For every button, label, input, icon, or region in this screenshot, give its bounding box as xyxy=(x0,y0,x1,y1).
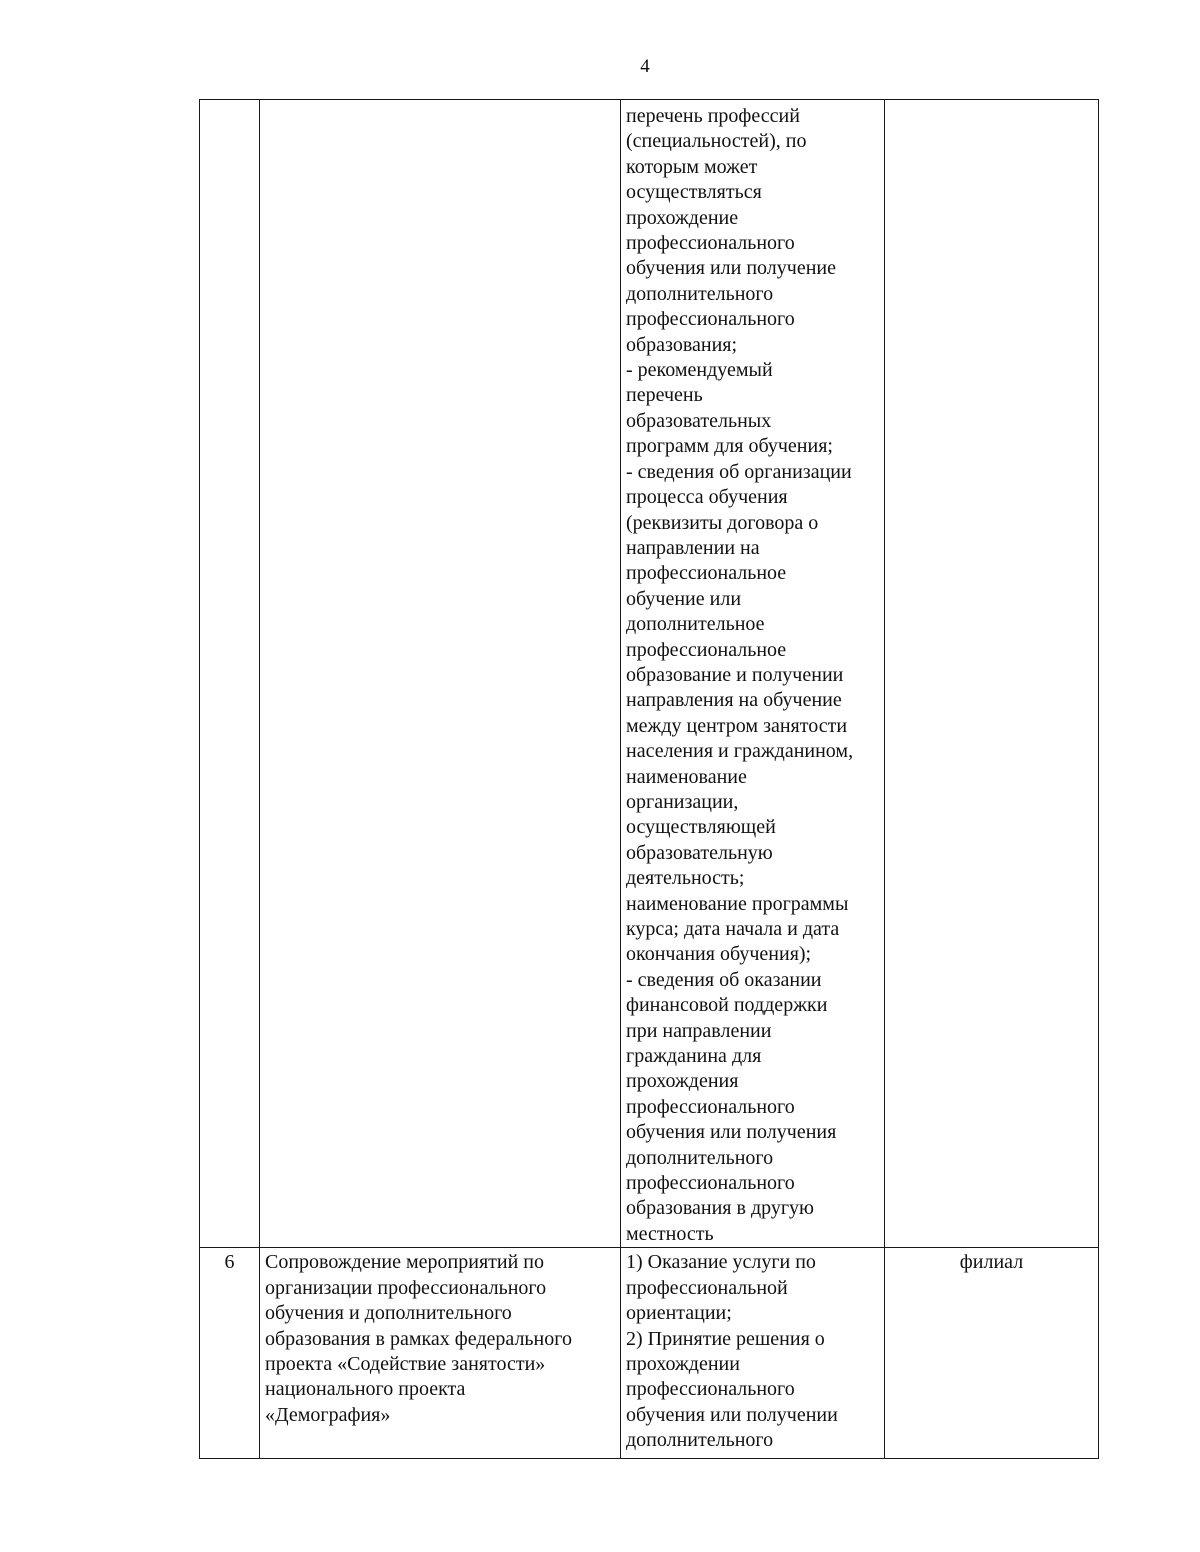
text-line: обучения и дополнительного xyxy=(265,1302,512,1325)
text-line: осуществляться xyxy=(626,181,762,204)
text-line: курса; дата начала и дата xyxy=(626,918,840,940)
text-line: национального проекта xyxy=(265,1378,466,1401)
text-line: обучения или получение xyxy=(626,257,836,280)
text-line: - рекомендуемый xyxy=(626,359,773,382)
text-line: направления на обучение xyxy=(626,689,842,712)
text-line: образования в другую xyxy=(626,1197,814,1220)
text-line: «Демография» xyxy=(265,1403,391,1426)
text-line: гражданина для xyxy=(626,1045,762,1068)
measure-name-cell xyxy=(260,1248,621,1459)
text-line: осуществляющей xyxy=(626,816,776,839)
table-row-continuation xyxy=(200,100,1099,1248)
text-line: организации, xyxy=(626,790,739,813)
text-line: обучение или xyxy=(626,587,742,610)
text-line: перечень xyxy=(626,384,703,407)
text-line: дополнительного xyxy=(626,1146,774,1169)
text-line: финансовой поддержки xyxy=(626,994,828,1017)
document-table xyxy=(199,99,1099,1459)
text-line: между центром занятости xyxy=(626,714,848,737)
text-line: дополнительного xyxy=(626,282,774,305)
text-line: профессионального xyxy=(626,232,795,255)
text-line: профессионального xyxy=(626,1095,795,1118)
text-line: ориентации; xyxy=(626,1302,732,1325)
text-line: которым может xyxy=(626,155,758,178)
row-number-cell: 6 xyxy=(200,1248,260,1459)
text-line: дополнительного xyxy=(626,1429,774,1452)
text-line: образования; xyxy=(626,333,738,356)
text-line: населения и гражданином, xyxy=(626,740,854,763)
text-line: профессиональной xyxy=(626,1276,788,1299)
text-line: перечень профессий xyxy=(626,105,800,127)
row-number-cell xyxy=(200,100,260,1248)
page-number: 4 xyxy=(640,56,650,77)
text-line: наименование программы xyxy=(626,892,849,915)
content-cell xyxy=(621,100,885,1248)
text-line: профессиональное xyxy=(626,562,787,585)
text-line: проекта «Содействие занятости» xyxy=(265,1352,546,1375)
text-line: профессионального xyxy=(626,1172,795,1195)
text-line: организации профессионального xyxy=(265,1276,547,1299)
text-line: дополнительное xyxy=(626,613,765,636)
text-line: прохождении xyxy=(626,1352,740,1375)
text-line: прохождения xyxy=(626,1070,739,1093)
text-line: образования в рамках федерального xyxy=(265,1327,572,1350)
text-line: процесса обучения xyxy=(626,486,788,509)
text-line: (реквизиты договора о xyxy=(626,511,819,534)
text-line: профессионального xyxy=(626,308,795,331)
measure-name-cell xyxy=(260,100,621,1248)
text-line: местность xyxy=(626,1222,714,1245)
text-line: программ для обучения; xyxy=(626,435,833,458)
text-line: 1) Оказание услуги по xyxy=(626,1251,816,1274)
text-line: окончания обучения); xyxy=(626,943,812,966)
responsible-cell xyxy=(885,100,1099,1248)
text-line: (специальностей), по xyxy=(626,130,807,153)
responsible-cell: филиал xyxy=(885,1248,1099,1459)
text-line: образовательных xyxy=(626,409,772,432)
text-line: при направлении xyxy=(626,1019,772,1042)
content-cell xyxy=(621,1248,885,1459)
text-line: наименование xyxy=(626,765,747,788)
text-line: профессиональное xyxy=(626,638,787,661)
text-line: 2) Принятие решения о xyxy=(626,1327,825,1350)
text-line: обучения или получения xyxy=(626,1121,837,1144)
text-line: деятельность; xyxy=(626,867,745,890)
text-line: профессионального xyxy=(626,1378,795,1401)
text-line: направлении на xyxy=(626,536,760,559)
text-line: образование и получении xyxy=(626,663,844,686)
text-line: обучения или получении xyxy=(626,1403,838,1426)
text-line: - сведения об оказании xyxy=(626,968,822,991)
text-line: прохождение xyxy=(626,206,739,229)
text-line: образовательную xyxy=(626,841,773,864)
table-row-6 xyxy=(200,1248,1099,1459)
text-line: Сопровождение мероприятий по xyxy=(265,1251,544,1274)
text-line: - сведения об организации xyxy=(626,460,852,483)
